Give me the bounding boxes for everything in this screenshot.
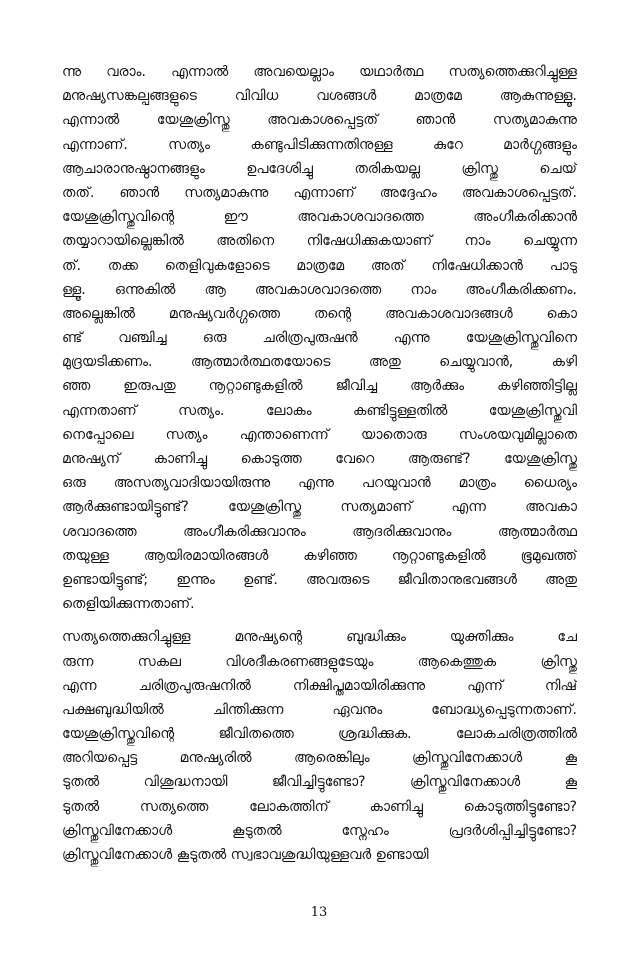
text-line: ള്ളൂ. ഒന്നുകിൽ ആ അവകാശവാദത്തെ നാം അംഗീകരിക്കണം. [62,281,577,298]
text-line: തയ്യാറായില്ലെങ്കിൽ അതിനെ നിഷേധിക്കുകയാണ് നാം ചെയ്യുന്ന [62,233,577,250]
text-line: രുന്ന സകല വിശദീകരണങ്ങളുടേയും ആകെത്തുക ക്രിസ്തു [62,653,577,670]
text-line: മനുഷ്യന് കാണിച്ചു കൊടുത്ത വേറെ ആരുണ്ട്? യേശുക്രിസ്തു [62,451,577,467]
text-line: മനുഷ്യസങ്കല്പങ്ങളുടെ വിവിധ വശങ്ങൾ മാത്രമേ ആകുന്നുള്ളൂ. [62,88,577,105]
text-line: ശവാദത്തെ അംഗീകരിക്കുവാനും ആദരിക്കുവാനും ആത്മാർത്ഥ [62,523,577,540]
text-line: ടുതൽ സത്യത്തെ ലോകത്തിന് കാണിച്ചു കൊടുത്തിട്ടുണ്ടോ? [62,798,577,815]
text-line: ഞ്ഞ ഇരുപതു നൂറ്റാണ്ടുകളിൽ ജീവിച്ച ആർക്കും കഴിഞ്ഞിട്ടില്ല [62,378,577,395]
text-line: ണ്ട് വഞ്ചിച്ച ഒരു ചരിത്രപുരുഷൻ എന്നു യേശുക്രിസ്തുവിനെ [62,330,577,347]
paragraph-1 [62,60,577,616]
text-line: മുദ്രയടിക്കണം. ആത്മാർത്ഥതയോടെ അതു ചെയ്യുവാൻ, കഴി [62,354,577,371]
text-line: ആർക്കുണ്ടായിട്ടുണ്ട്? യേശുക്രിസ്തു സത്യമാണ് എന്ന അവകാ [62,499,577,516]
body-text [62,60,577,867]
text-line: ഉണ്ടായിട്ടുണ്ട്; ഇന്നും ഉണ്ട്. അവരുടെ ജീവിതാനുഭവങ്ങൾ അതു [62,571,577,588]
text-line: എന്നാണ്. സത്യം കണ്ടുപിടിക്കുന്നതിനുള്ള കുറേ മാർഗ്ഗങ്ങളും [62,136,577,153]
text-line: തയുള്ള ആയിരമായിരങ്ങൾ കഴിഞ്ഞ നൂറ്റാണ്ടുകളിൽ ഭൂമുഖത്ത് [62,547,577,564]
text-line: തത്. ഞാൻ സത്യമാകുന്നു എന്നാണ് അദ്ദേഹം അവകാശപ്പെട്ടത്. [62,184,577,201]
text-line: ടുതൽ വിശുദ്ധനായി ജീവിച്ചിട്ടുണ്ടോ? ക്രിസ്തുവിനേക്കാൾ കൂ [62,774,577,791]
text-line: യേശുക്രിസ്തുവിന്റെ ജീവിതത്തെ ശ്രദ്ധിക്കുക. ലോകചരിത്രത്തിൽ [62,726,577,743]
text-line: ഒരു അസത്യവാദിയായിരുന്നു എന്നു പറയുവാൻ മാത്രം ധൈര്യം [62,475,577,492]
text-line: ന്നു വരാം. എന്നാൽ അവയെല്ലാം യഥാർത്ഥ സത്യത്തെക്കുറിച്ചുള്ള [62,64,577,80]
text-line: തെളിയിക്കുന്നതാണ്. [62,596,195,613]
text-line: അറിയപ്പെട്ട മനുഷ്യരിൽ ആരെങ്കിലും ക്രിസ്തുവിനേക്കാൾ കൂ [62,750,577,767]
text-line: പക്ഷബുദ്ധിയിൽ ചിന്തിക്കുന്ന ഏവനും ബോദ്ധ്യപ്പെടുന്നതാണ്. [62,701,577,718]
text-line: ആചാരാനുഷ്ഠാനങ്ങളും ഉപദേശിച്ചു തരികയല്ല ക്രിസ്തു ചെയ് [62,160,577,177]
text-line: എന്നാൽ യേശുക്രിസ്തു അവകാശപ്പെട്ടത് ഞാൻ സത്യമാകുന്നു [62,112,577,129]
text-line: അല്ലെങ്കിൽ മനുഷ്യവർഗ്ഗത്തെ തന്റെ അവകാശവാദങ്ങൾ കൊ [62,305,577,322]
text-line: സത്യത്തെക്കുറിച്ചുള്ള മനുഷ്യന്റെ ബുദ്ധിക്കും യുക്തിക്കും ചേ [62,629,577,646]
text-line: ക്രിസ്തുവിനേക്കാൾ കൂടുതൽ സ്വഭാവശുദ്ധിയുള്ളവർ ഉണ്ടായി [62,847,429,863]
paragraph-2 [62,625,577,867]
text-line: എന്ന ചരിത്രപുരുഷനിൽ നിക്ഷിപ്തമായിരിക്കുന്നു എന്ന് നിഷ് [62,677,577,694]
page-number: 13 [310,905,328,920]
text-line: എന്നതാണ് സത്യം. ലോകം കണ്ടിട്ടുള്ളതിൽ യേശുക്രിസ്തുവി [62,402,577,419]
text-line: യേശുക്രിസ്തുവിന്റെ ഈ അവകാശവാദത്തെ അംഗീകരിക്കാൻ [62,209,577,226]
text-line: നെപ്പോലെ സത്യം എന്താണെന്ന് യാതൊരു സംശയവുമില്ലാതെ [62,426,577,443]
text-line: ത്. തക്ക തെളിവുകളോടെ മാത്രമേ അത് നിഷേധിക്കാൻ പാടു [62,257,577,274]
text-line: ക്രിസ്തുവിനേക്കാൾ കൂടുതൽ സ്നേഹം പ്രദർശിപ്പിച്ചിട്ടുണ്ടോ? [62,822,577,839]
